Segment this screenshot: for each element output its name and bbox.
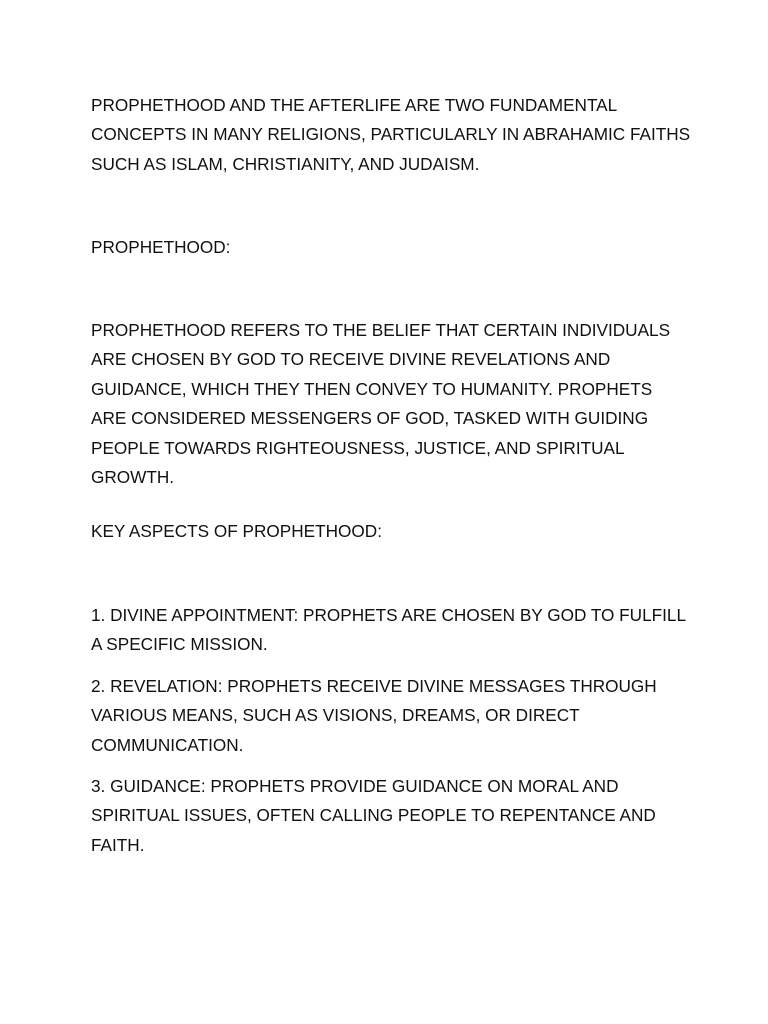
key-aspect-item: 2. REVELATION: PROPHETS RECEIVE DIVINE MESSAGES THROUGH VARIOUS MEANS, SUCH AS VISIONS, DREAMS, OR DIRECT COMMUNICATION. — [91, 676, 657, 755]
intro-paragraph: PROPHETHOOD AND THE AFTERLIFE ARE TWO FUNDAMENTAL CONCEPTS IN MANY RELIGIONS, PARTICULARLY IN ABRAHAMIC FAITHS SUCH AS ISLAM, CHRISTIANITY, AND JUDAISM. — [91, 95, 691, 174]
key-aspects-heading: KEY ASPECTS OF PROPHETHOOD: — [91, 521, 382, 541]
definition-paragraph: PROPHETHOOD REFERS TO THE BELIEF THAT CERTAIN INDIVIDUALS ARE CHOSEN BY GOD TO RECEIVE DIVINE REVELATIONS AND GUIDANCE, WHICH THEY THEN CONVEY TO HUMANITY. PROPHETS ARE CONSIDERED MESSENGERS OF GOD, TASKED WITH GUIDING PEOPLE TOWARDS RIGHTEOUSNESS, JUSTICE, AND SPIRITUAL GROWTH. — [91, 320, 671, 488]
key-aspect-item: 3. GUIDANCE: PROPHETS PROVIDE GUIDANCE ON MORAL AND SPIRITUAL ISSUES, OFTEN CALLING PEOPLE TO REPENTANCE AND FAITH. — [91, 776, 656, 855]
section-heading: PROPHETHOOD: — [91, 237, 231, 257]
key-aspect-item: 1. DIVINE APPOINTMENT: PROPHETS ARE CHOSEN BY GOD TO FULFILL A SPECIFIC MISSION. — [91, 605, 686, 655]
